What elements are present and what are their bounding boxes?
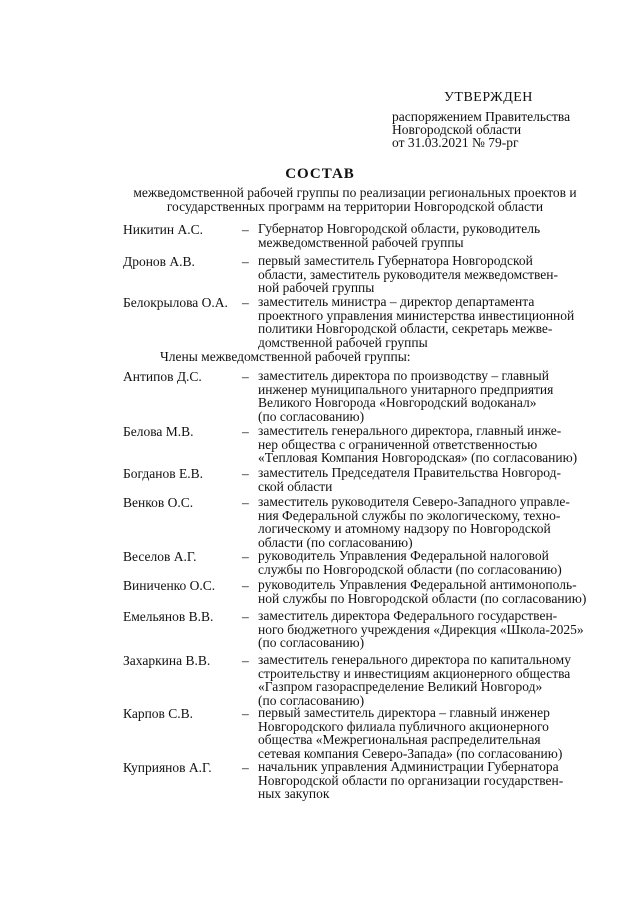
- member-name: Богданов Е.В.: [123, 466, 203, 481]
- approval-details: [392, 110, 570, 149]
- member-description: [258, 424, 593, 465]
- description-line: области (по согласованию): [258, 534, 413, 550]
- document-title: СОСТАВ: [285, 166, 355, 182]
- members-heading: Члены межведомственной рабочей группы:: [160, 349, 411, 364]
- member-description: [258, 549, 593, 576]
- member-description: [258, 254, 593, 295]
- description-line: заместитель директора по производству – главный: [258, 368, 549, 383]
- document-subtitle: [105, 186, 605, 214]
- member-dash: –: [242, 760, 249, 775]
- description-line: нер общества с ограниченной ответственностью: [258, 436, 538, 452]
- member-description: [258, 495, 593, 549]
- description-line: «Газпром газораспределение Великий Новгород»: [258, 679, 543, 694]
- description-line: логическому и атомному надзору по Новгородской: [258, 521, 551, 536]
- member-description: [258, 369, 593, 423]
- member-dash: –: [242, 653, 249, 668]
- member-dash: –: [242, 578, 249, 593]
- member-name: Дронов А.В.: [123, 254, 195, 269]
- description-line: сетевая компания Северо-Запада» (по согласованию): [258, 745, 563, 761]
- description-line: (по согласованию): [258, 408, 365, 424]
- member-dash: –: [242, 424, 249, 439]
- member-name: Белокрылова О.А.: [123, 295, 228, 310]
- description-line: начальник управления Администрации Губернатора: [258, 759, 559, 774]
- member-description: [258, 222, 593, 249]
- description-line: проектного управления министерства инвестиционной: [258, 307, 575, 323]
- description-line: руководитель Управления Федеральной антимонополь-: [258, 577, 577, 592]
- member-description: [258, 578, 593, 605]
- description-line: Великого Новгорода «Новгородский водоканал»: [258, 395, 537, 410]
- member-dash: –: [242, 495, 249, 510]
- member-dash: –: [242, 254, 249, 269]
- member-name: Захаркина В.В.: [123, 653, 211, 668]
- member-name: Куприянов А.Г.: [123, 760, 212, 775]
- member-name: Виниченко О.С.: [123, 578, 216, 593]
- description-line: политики Новгородской области, секретарь межве-: [258, 321, 553, 336]
- description-line: Новгородского филиала публичного акционерного: [258, 718, 549, 734]
- description-line: заместитель генерального директора, главный инже-: [258, 423, 562, 438]
- approval-line: распоряжением Правительства: [392, 109, 571, 124]
- approval-line: от 31.03.2021 № 79-рг: [392, 135, 519, 150]
- description-line: инженер муниципального унитарного предприятия: [258, 381, 554, 397]
- description-line: первый заместитель Губернатора Новгородской: [258, 253, 533, 268]
- description-line: области, заместитель руководителя межведомствен-: [258, 266, 559, 282]
- member-name: Антипов Д.С.: [123, 369, 202, 384]
- member-name: Веселов А.Г.: [123, 549, 197, 564]
- description-line: ской области: [258, 478, 333, 494]
- description-line: заместитель министра – директор департамента: [258, 294, 535, 309]
- description-line: ного бюджетного учреждения «Дирекция «Школа-2025»: [258, 621, 584, 637]
- description-line: ной службы по Новгородской области (по согласованию): [258, 590, 587, 606]
- description-line: (по согласованию): [258, 635, 365, 650]
- member-description: [258, 466, 593, 493]
- description-line: ния Федеральной службы по экологическому, техно-: [258, 507, 561, 523]
- description-line: руководитель Управления Федеральной налоговой: [258, 548, 549, 563]
- member-dash: –: [242, 706, 249, 721]
- description-line: первый заместитель директора – главный инженер: [258, 705, 550, 720]
- member-dash: –: [242, 369, 249, 384]
- member-name: Никитин А.С.: [123, 222, 203, 237]
- description-line: Губернатор Новгородской области, руководитель: [258, 221, 541, 236]
- member-name: Карпов С.В.: [123, 706, 194, 721]
- description-line: ной рабочей группы: [258, 280, 375, 295]
- subtitle-line: государственных программ на территории Новгородской области: [166, 199, 544, 214]
- description-line: «Тепловая Компания Новгородская» (по согласованию): [258, 450, 578, 465]
- description-line: (по согласованию): [258, 692, 365, 708]
- description-line: ных закупок: [258, 786, 330, 801]
- member-name: Емельянов В.В.: [123, 609, 214, 624]
- description-line: общества «Межрегиональная распределительная: [258, 732, 541, 747]
- member-name: Венков О.С.: [123, 495, 194, 510]
- description-line: заместитель руководителя Северо-Западного управле-: [258, 494, 570, 509]
- description-line: строительству и инвестициям акционерного общества: [258, 665, 571, 681]
- description-line: службы по Новгородской области (по согласованию): [258, 561, 562, 577]
- description-line: заместитель директора Федерального государствен-: [258, 608, 558, 623]
- member-description: [258, 706, 593, 760]
- approval-stamp-title: УТВЕРЖДЕН: [444, 90, 533, 105]
- approval-line: Новгородской области: [392, 122, 522, 137]
- member-description: [258, 760, 593, 801]
- member-dash: –: [242, 295, 249, 310]
- description-line: Новгородской области по организации государствен-: [258, 772, 564, 788]
- member-name: Белова М.В.: [123, 424, 194, 439]
- member-dash: –: [242, 466, 249, 481]
- member-dash: –: [242, 609, 249, 624]
- description-line: межведомственной рабочей группы: [258, 234, 464, 250]
- description-line: домственной рабочей группы: [258, 334, 428, 350]
- member-dash: –: [242, 222, 249, 237]
- member-description: [258, 653, 593, 707]
- member-description: [258, 295, 593, 349]
- description-line: заместитель генерального директора по капитальному: [258, 652, 571, 667]
- member-dash: –: [242, 549, 249, 564]
- subtitle-line: межведомственной рабочей группы по реализации региональных проектов и: [133, 185, 577, 200]
- description-line: заместитель Председателя Правительства Новгород-: [258, 465, 561, 480]
- member-description: [258, 609, 593, 650]
